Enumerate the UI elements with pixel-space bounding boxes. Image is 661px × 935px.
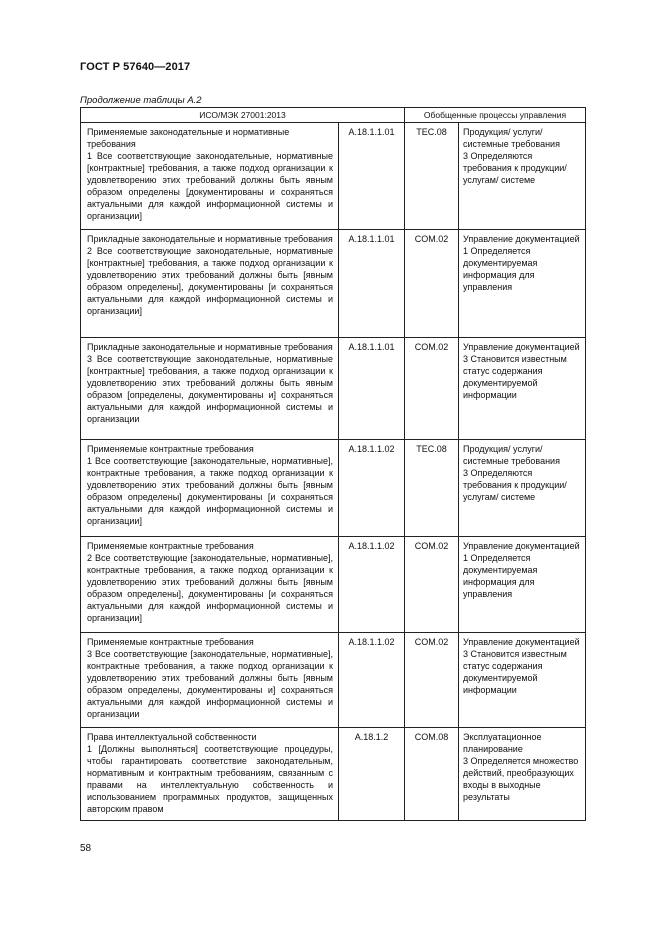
header-generic-processes: Обобщенные процессы управления [405,108,586,123]
requirement-text: 1 [Должны выполняться] соответствующие процедуры, чтобы гарантировать соответствие законодательным, нормативным и контрактным требованиям, связанным с правами на интеллектуальную собственность и использованием программных продуктов, защищенных авторским правом [87,744,333,814]
document-code: ГОСТ Р 57640—2017 [80,61,191,73]
requirement-title: Прикладные законодательные и нормативные требования [87,342,333,352]
process-title: Эксплуатационное планирование [463,732,542,754]
requirement-text: 2 Все соответствующие законодательные, нормативные [контрактные] требования, а также подход организации к удовлетворению этих требований должны быть [явным образом определены], документированы [и сохраняться актуальными для каждой информационной системы и организации] [87,246,333,316]
process-cell [459,338,586,440]
process-cell [459,728,586,821]
process-cell [459,440,586,537]
process-code-cell: TEC.08 [405,440,459,537]
process-text: 3 Становится известным статус содержания документируемой информации [463,649,567,695]
table-caption: Продолжение таблицы А.2 [80,95,202,106]
process-title: Управление документацией [463,234,580,244]
requirement-cell [81,633,339,728]
clause-cell: A.18.1.2 [339,728,405,821]
process-title: Управление документацией [463,541,580,551]
process-text: 1 Определяется документируемая информация для управления [463,246,538,292]
requirement-cell [81,440,339,537]
process-code-cell: COM.08 [405,728,459,821]
requirement-title: Права интеллектуальной собственности [87,732,257,742]
requirement-cell [81,123,339,230]
requirement-text: 1 Все соответствующие [законодательные, нормативные], контрактные требования, а также подход организации к удовлетворению этих требований должны быть [явным образом определены] документированы [и сохраняться актуальными для каждой информационной системы и организации] [87,456,333,526]
process-text: 1 Определяется документируемая информация для управления [463,553,538,599]
clause-cell: A.18.1.1.02 [339,440,405,537]
requirement-text: 3 Все соответствующие [законодательные, нормативные], контрактные требования, а также подход организации к удовлетворению этих требований должны быть [явным образом определены, документированы и] сохраняться актуальными для каждой информационной системы и организации [87,649,333,719]
process-code-cell: COM.02 [405,338,459,440]
process-text: 3 Определяются требования к продукции/ услугам/ системе [463,151,567,185]
page-number: 58 [80,843,92,854]
process-cell [459,230,586,338]
requirement-title: Применяемые контрактные требования [87,444,254,454]
table-header-row [81,108,586,123]
process-cell [459,633,586,728]
requirement-text: 1 Все соответствующие законодательные, нормативные [контрактные] требования, а также подход организации к удовлетворению этих требований должны быть явным образом определены [документированы и сохраняться актуальными для каждой информационной системы и организации] [87,151,333,221]
clause-cell: A.18.1.1.02 [339,537,405,633]
table-row [81,338,586,440]
table-row [81,728,586,821]
requirement-cell [81,338,339,440]
process-text: 3 Определяется множество действий, преобразующих входы в выходные результаты [463,756,579,802]
process-code-cell: TEC.08 [405,123,459,230]
requirement-title: Применяемые контрактные требования [87,541,254,551]
clause-cell: A.18.1.1.02 [339,633,405,728]
table-row [81,123,586,230]
clause-cell: A.18.1.1.01 [339,338,405,440]
process-title: Продукция/ услуги/ системные требования [463,127,560,149]
process-title: Управление документацией [463,342,580,352]
process-title: Управление документацией [463,637,580,647]
process-code-cell: COM.02 [405,633,459,728]
process-title: Продукция/ услуги/ системные требования [463,444,560,466]
table-row [81,537,586,633]
requirement-cell [81,230,339,338]
requirement-text: 2 Все соответствующие [законодательные, нормативные], контрактные требования, а также подход организации к удовлетворению этих требований должны быть [явным образом определены], документированы [и сохраняться актуальными для каждой информационной системы и организации] [87,553,333,623]
table-row [81,633,586,728]
requirement-text: 3 Все соответствующие законодательные, нормативные [контрактные] требования, а также подход организации к удовлетворению этих требований должны быть явным образом [определены, документированы и] сохраняться актуальными для каждой информационной системы и организации [87,354,333,424]
header-iso-iec: ИСО/МЭК 27001:2013 [81,108,405,123]
mapping-table [80,107,586,821]
requirement-cell [81,728,339,821]
requirement-title: Применяемые законодательные и нормативные требования [87,127,290,149]
process-cell [459,123,586,230]
process-code-cell: COM.02 [405,537,459,633]
process-code-cell: COM.02 [405,230,459,338]
clause-cell: A.18.1.1.01 [339,123,405,230]
table-row [81,440,586,537]
requirement-title: Прикладные законодательные и нормативные требования [87,234,333,244]
requirement-cell [81,537,339,633]
process-cell [459,537,586,633]
clause-cell: A.18.1.1.01 [339,230,405,338]
requirement-title: Применяемые контрактные требования [87,637,254,647]
process-text: 3 Становится известным статус содержания документируемой информации [463,354,567,400]
table-row [81,230,586,338]
process-text: 3 Определяются требования к продукции/ услугам/ системе [463,468,567,502]
